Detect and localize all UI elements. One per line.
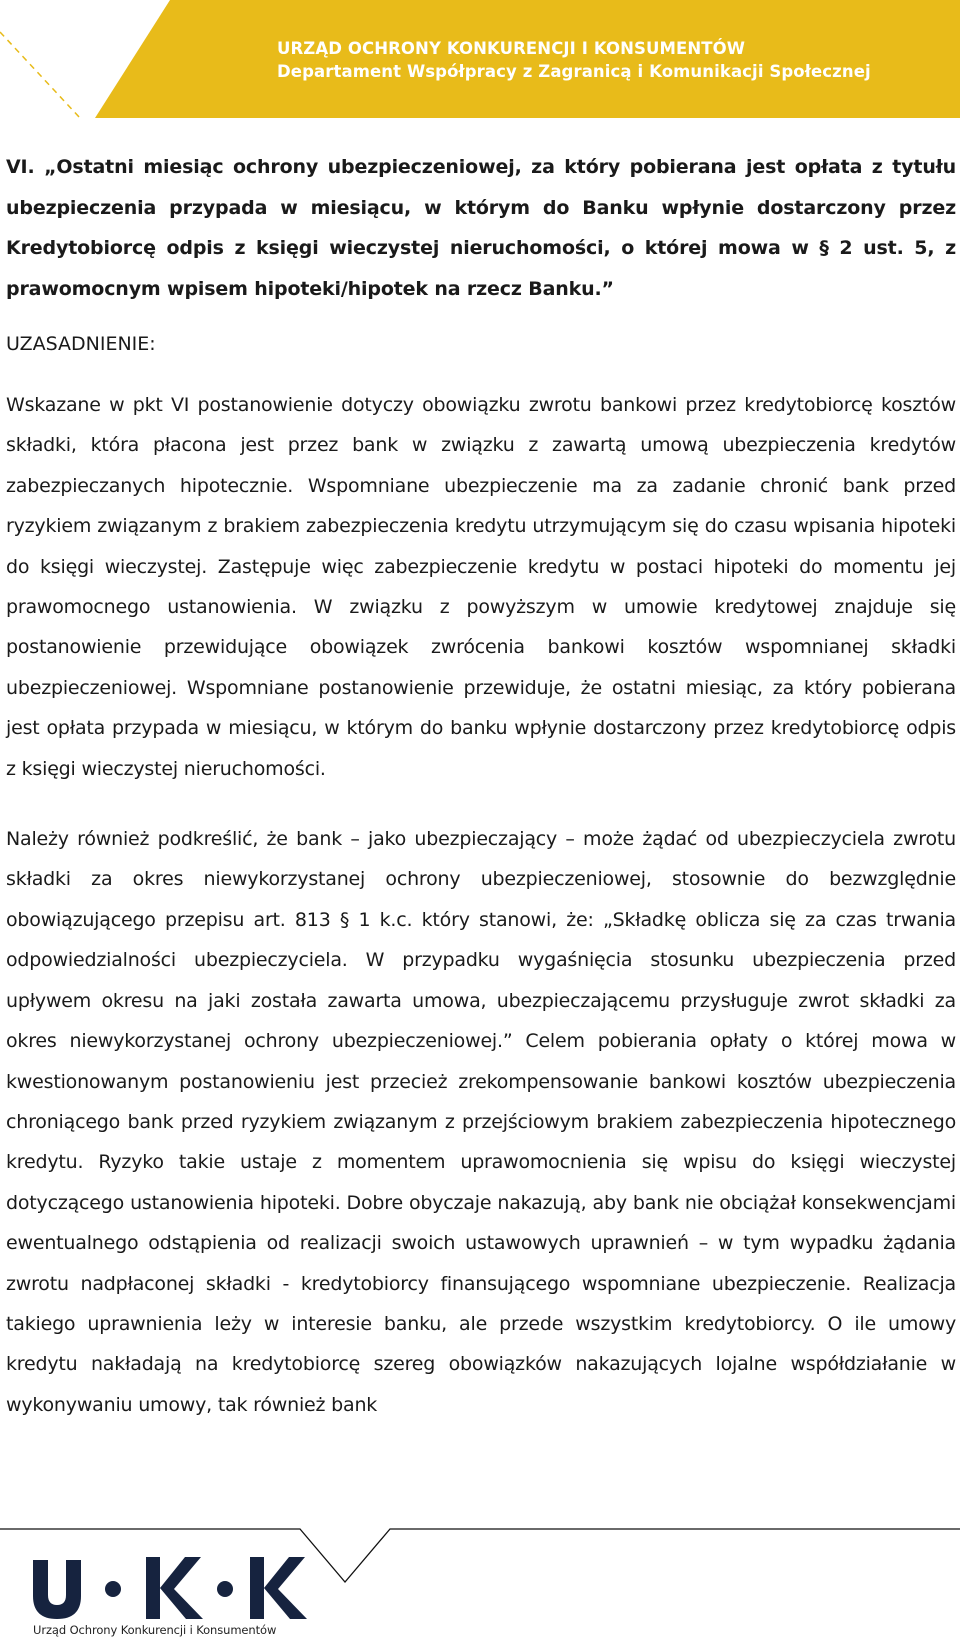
logo-caption: Urząd Ochrony Konkurencji i Konsumentów [33,1623,277,1637]
header-org-line1: URZĄD OCHRONY KONKURENCJI I KONSUMENTÓW [277,39,746,58]
header-org-line2: Departament Współpracy z Zagranicą i Komunikacji Społecznej [277,62,871,81]
document-body [6,147,956,1425]
uokik-logo [33,1557,307,1619]
page-footer [0,1527,960,1640]
page-header [0,0,960,118]
footer-rule [0,1529,960,1582]
justification-paragraph-1: Wskazane w pkt VI postanowienie dotyczy obowiązku zwrotu bankowi przez kredytobiorcę kosztów składki, która płacona jest przez bank w związku z zawartą umową ubezpieczenia kredytów zabezpieczanych hipotecznie. Wspomniane ubezpieczenie ma za zadanie chronić bank przed ryzykiem związanym z brakiem zabezpieczenia kredytu utrzymującym się do czasu wpisania hipoteki do księgi wieczystej. Zastępuje więc zabezpieczenie kredytu w postaci hipoteki do momentu jej prawomocnego ustanowienia. W związku z powyższym w umowie kredytowej znajduje się postanowienie przewidujące obowiązek zwrócenia bankowi kosztów wspomnianej składki ubezpieczeniowej. Wspomniane postanowienie przewiduje, że ostatni miesiąc, za który pobierana jest opłata przypada w miesiącu, w którym do banku wpłynie dostarczony przez kredytobiorcę odpis z księgi wieczystej nieruchomości. [6,394,956,780]
contract-clause: VI. „Ostatni miesiąc ochrony ubezpieczeniowej, za który pobierana jest opłata z tytułu ubezpieczenia przypada w miesiącu, w którym do Banku wpłynie dostarczony przez Kredytobiorcę odpis z księgi wieczystej nieruchomości, o której mowa w § 2 ust. 5, z prawomocnym wpisem hipoteki/hipotek na rzecz Banku.” [6,156,956,300]
justification-paragraph-2: Należy również podkreślić, że bank – jako ubezpieczający – może żądać od ubezpieczyciela zwrotu składki za okres niewykorzystanej ochrony ubezpieczeniowej, stosownie do bezwzględnie obowiązującego przepisu art. 813 § 1 k.c. który stanowi, że: „Składkę oblicza się za czas trwania odpowiedzialności ubezpieczyciela. W przypadku wygaśnięcia stosunku ubezpieczenia przed upływem okresu na jaki została zawarta umowa, ubezpieczającemu przysługuje zwrot składki za okres niewykorzystanej ochrony ubezpieczeniowej.” Celem pobierania opłaty o której mowa w kwestionowanym postanowieniu jest przecież zrekompensowanie bankowi kosztów ubezpieczenia chroniącego bank przed ryzykiem związanym z przejściowym brakiem zabezpieczenia hipotecznego kredytu. Ryzyko takie ustaje z momentem uprawomocnienia się wpisu do księgi wieczystej dotyczącego ustanowienia hipoteki. Dobre obyczaje nakazują, aby bank nie obciążał konsekwencjami ewentualnego odstąpienia od realizacji swoich ustawowych uprawnień – w tym wypadku żądania zwrotu nadpłaconej składki - kredytobiorcy finansującego wspomniane ubezpieczenie. Realizacja takiego uprawnienia leży w interesie banku, ale przede wszystkim kredytobiorcy. O ile umowy kredytu nakładają na kredytobiorcę szereg obowiązków nakazujących lojalne współdziałanie w wykonywaniu umowy, tak również bank [6,828,956,1416]
section-heading: UZASADNIENIE: [6,333,156,355]
header-org-name [277,37,871,83]
